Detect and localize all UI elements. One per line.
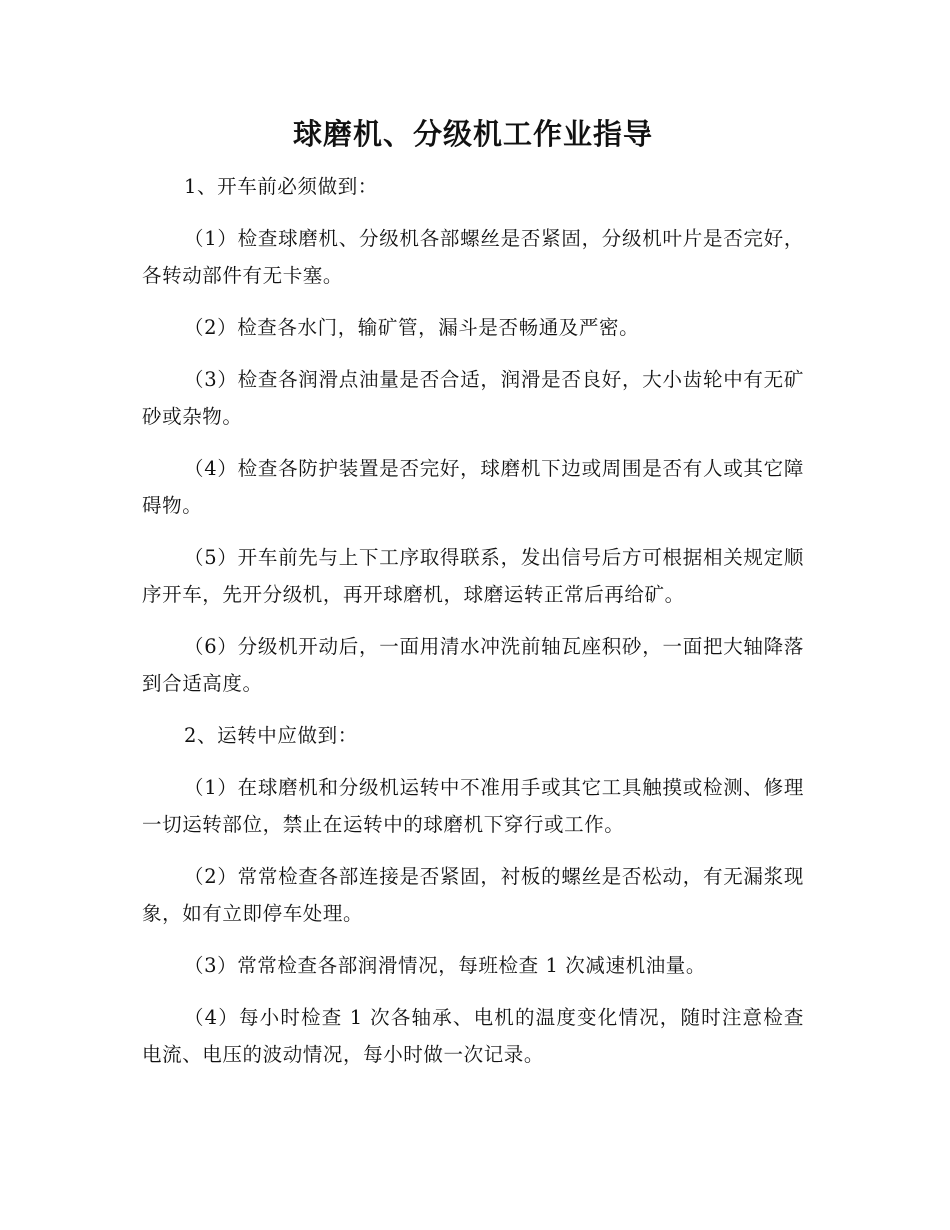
list-item: （1）在球磨机和分级机运转中不准用手或其它工具触摸或检测、修理一切运转部位，禁止在运转中的球磨机下穿行或工作。 bbox=[142, 776, 804, 836]
list-item: （4）检查各防护装置是否完好，球磨机下边或周围是否有人或其它障碍物。 bbox=[142, 457, 804, 517]
list-item: （5）开车前先与上下工序取得联系，发出信号后方可根据相关规定顺序开车，先开分级机，再开球磨机，球磨运转正常后再给矿。 bbox=[142, 546, 804, 606]
list-item: （3）检查各润滑点油量是否合适，润滑是否良好，大小齿轮中有无矿砂或杂物。 bbox=[142, 368, 804, 428]
section-heading: 1、开车前必须做到： bbox=[184, 175, 378, 198]
list-item: （2）检查各水门，输矿管，漏斗是否畅通及严密。 bbox=[184, 316, 640, 339]
list-item: （1）检查球磨机、分级机各部螺丝是否紧固，分级机叶片是否完好，各转动部件有无卡塞。 bbox=[142, 227, 804, 287]
document-title: 球磨机、分级机工作业指导 bbox=[292, 117, 653, 151]
document-page bbox=[142, 108, 804, 1073]
list-item: （3）常常检查各部润滑情况，每班检查 1 次减速机油量。 bbox=[184, 954, 707, 977]
list-item: （4）每小时检查 1 次各轴承、电机的温度变化情况，随时注意检查电流、电压的波动情况，每小时做一次记录。 bbox=[142, 1006, 804, 1066]
list-item: （6）分级机开动后，一面用清水冲洗前轴瓦座积砂，一面把大轴降落到合适高度。 bbox=[142, 635, 804, 695]
list-item: （2）常常检查各部连接是否紧固，衬板的螺丝是否松动，有无漏浆现象，如有立即停车处理。 bbox=[142, 865, 804, 925]
section-heading: 2、运转中应做到： bbox=[184, 724, 358, 747]
